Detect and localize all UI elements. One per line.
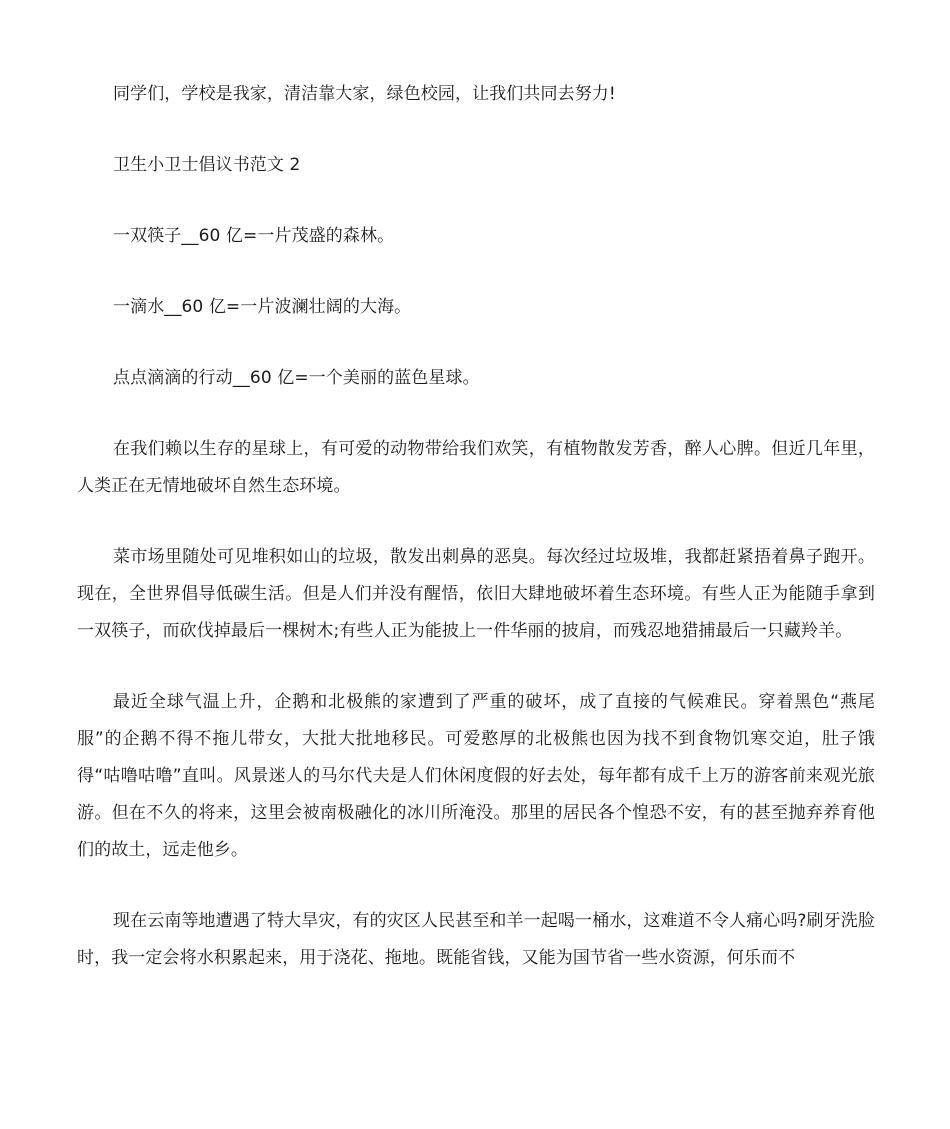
paragraph-closing-line: 同学们，学校是我家，清洁靠大家，绿色校园，让我们共同去努力!	[113, 84, 616, 104]
paragraph-chopsticks: 一双筷子__60 亿=一片茂盛的森林。	[113, 226, 395, 246]
paragraph-action: 点点滴滴的行动__60 亿=一个美丽的蓝色星球。	[113, 368, 480, 388]
paragraph-climate: 最近全球气温上升，企鹅和北极熊的家遭到了严重的破坏，成了直接的气候难民。穿着黑色“燕尾服”的企鹅不得不拖儿带女，大批大批地移民。可爱憨厚的北极熊也因为找不到食物饥寒交迫，肚子饿得“咕噜咕噜”直叫。风景迷人的马尔代夫是人们休闲度假的好去处，每年都有成千上万的游客前来观光旅游。但在不久的将来，这里会被南极融化的冰川所淹没。那里的居民各个惶恐不安，有的甚至抛弃养育他们的故土，远走他乡。	[77, 692, 875, 860]
paragraph-planet: 在我们赖以生存的星球上，有可爱的动物带给我们欢笑，有植物散发芳香，醉人心脾。但近几年里，人类正在无情地破坏自然生态环境。	[77, 439, 875, 496]
section-heading: 卫生小卫士倡议书范文 2	[113, 155, 301, 175]
paragraph-water-drop: 一滴水__60 亿=一片波澜壮阔的大海。	[113, 297, 412, 317]
paragraph-drought: 现在云南等地遭遇了特大旱灾，有的灾区人民甚至和羊一起喝一桶水，这难道不令人痛心吗?刷牙洗脸时，我一定会将水积累起来，用于浇花、拖地。既能省钱，又能为国节省一些水资源，何乐而不	[77, 911, 875, 968]
paragraph-market: 菜市场里随处可见堆积如山的垃圾，散发出刺鼻的恶臭。每次经过垃圾堆，我都赶紧捂着鼻子跑开。现在，全世界倡导低碳生活。但是人们并没有醒悟，依旧大肆地破坏着生态环境。有些人正为能随手拿到一双筷子，而砍伐掉最后一棵树木;有些人正为能披上一件华丽的披肩，而残忍地猎捕最后一只藏羚羊。	[77, 547, 875, 641]
document-body	[77, 76, 875, 977]
